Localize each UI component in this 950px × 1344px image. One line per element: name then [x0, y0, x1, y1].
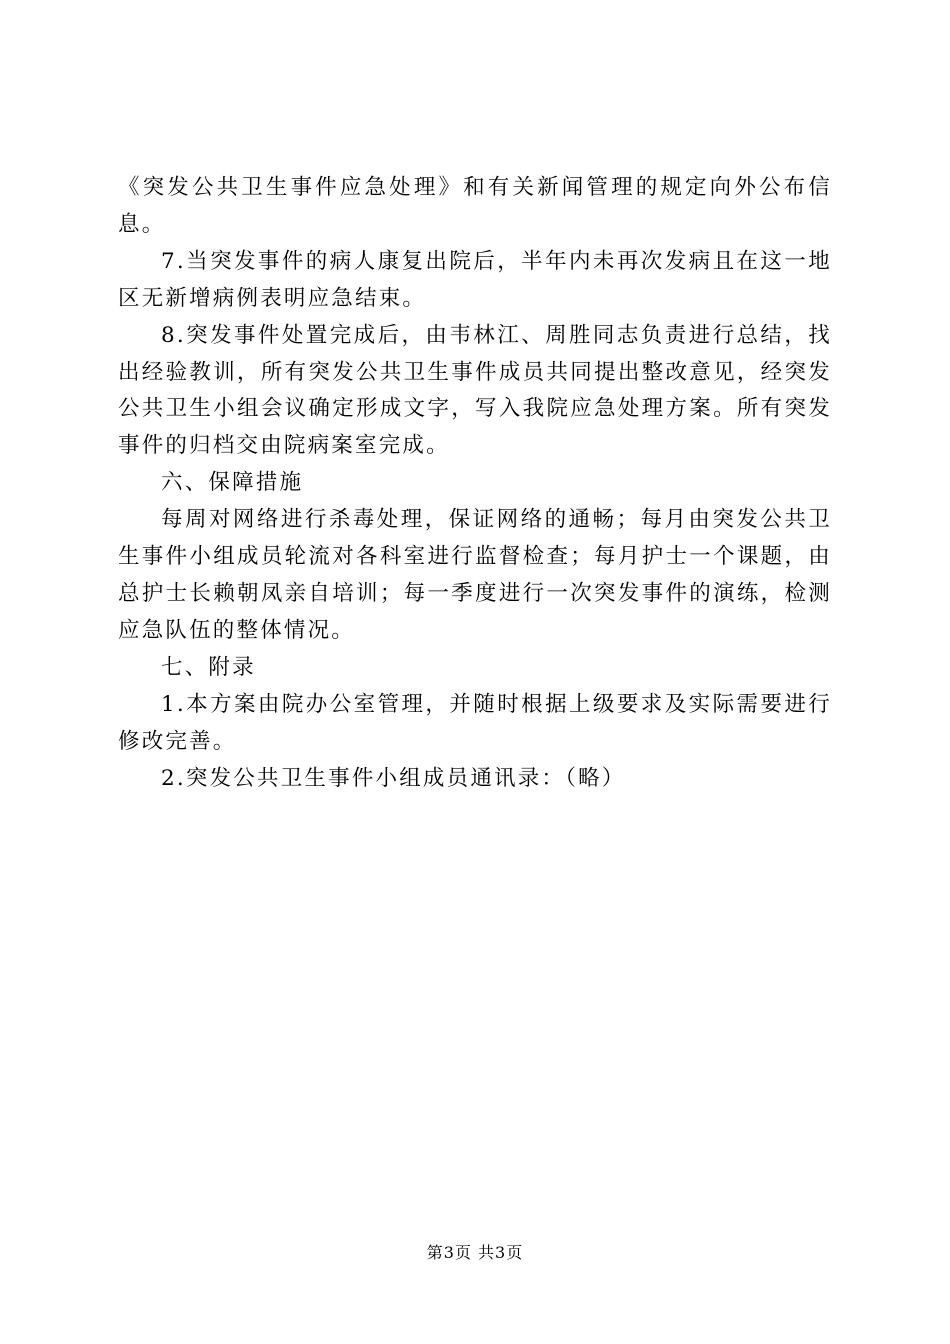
section-heading-appendix: 七、附录: [161, 654, 256, 680]
document-body: [118, 170, 832, 797]
paragraph-continuation: 《突发公共卫生事件应急处理》和有关新闻管理的规定向外公布信息。: [118, 175, 832, 237]
paragraph-item-8: 8.突发事件处置完成后，由韦林江、周胜同志负责进行总结，找出经验教训，所有突发公共卫生事件成员共同提出整改意见，经突发公共卫生小组会议确定形成文字，写入我院应急处理方案。所有突发事件的归档交由院病案室完成。: [118, 322, 832, 459]
section-heading-safeguards: 六、保障措施: [161, 470, 304, 496]
page-footer: 第3页 共3页: [426, 1243, 524, 1262]
paragraph-item-7: 7.当突发事件的病人康复出院后，半年内未再次发病且在这一地区无新增病例表明应急结束。: [118, 248, 832, 311]
paragraph-appendix-1: 1.本方案由院办公室管理，并随时根据上级要求及实际需要进行修改完善。: [118, 691, 832, 754]
paragraph-safeguards: 每周对网络进行杀毒处理，保证网络的通畅；每月由突发公共卫生事件小组成员轮流对各科室进行监督检查；每月护士一个课题，由总护士长赖朝凤亲自培训；每一季度进行一次突发事件的演练，检测应急队伍的整体情况。: [118, 507, 832, 643]
paragraph-appendix-2: 2.突发公共卫生事件小组成员通讯录：（略）: [161, 765, 626, 791]
